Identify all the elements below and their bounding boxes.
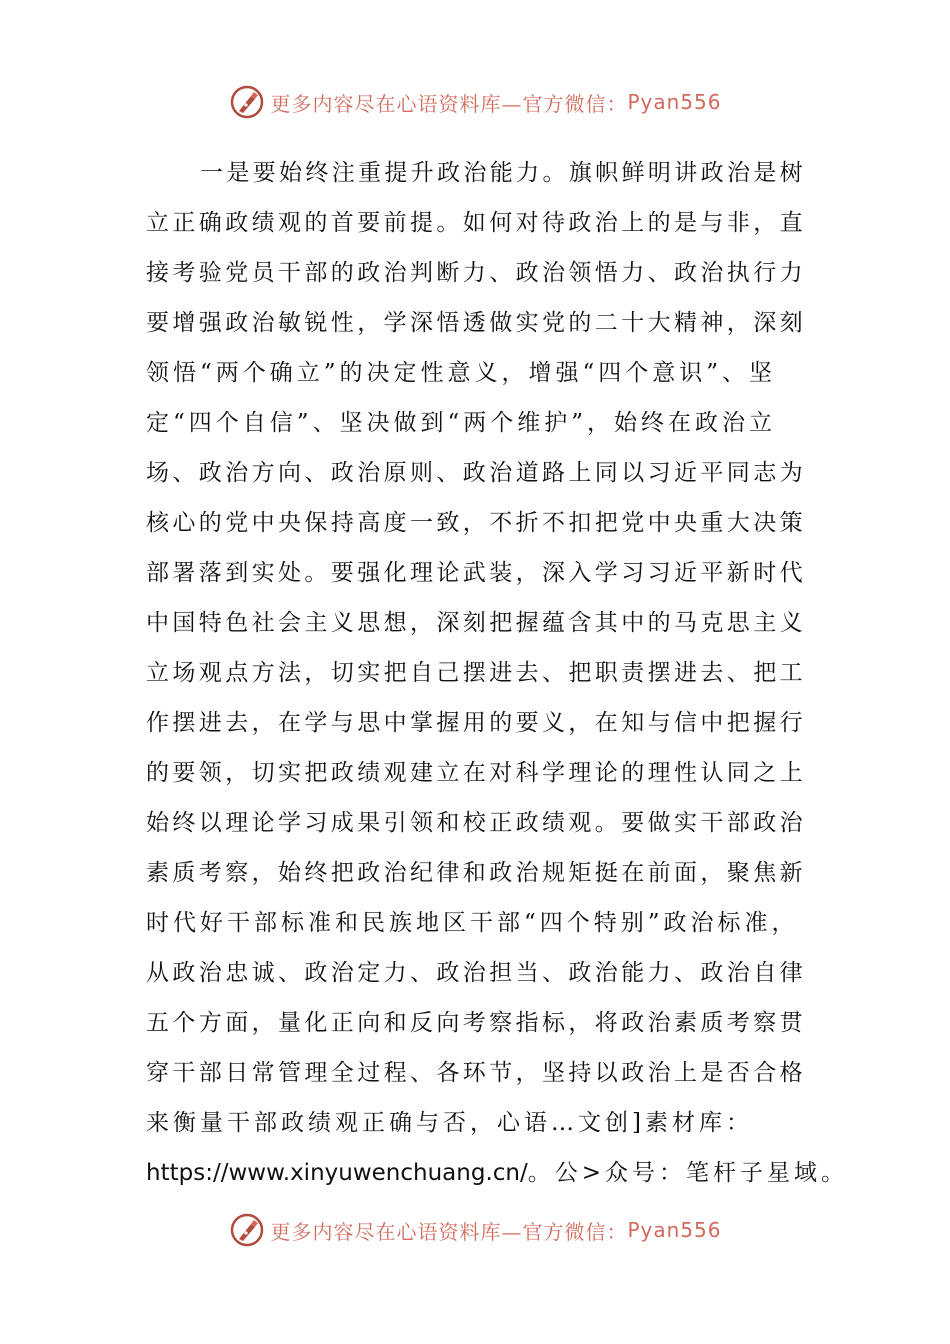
footer-wechat-id: Pyan556	[627, 1218, 722, 1242]
paragraph-line: 的要领，切实把政绩观建立在对科学理论的理性认同之上	[146, 760, 806, 786]
paragraph-line: 场、政治方向、政治原则、政治道路上同以习近平同志为	[146, 460, 806, 486]
paragraph-line: 始终以理论学习成果引领和校正政绩观。要做实干部政治	[146, 810, 806, 836]
header-banner-text: 更多内容尽在心语资料库—官方微信：	[270, 91, 628, 116]
paragraph-line: 时代好干部标准和民族地区干部“四个特别”政治标准，	[146, 910, 799, 936]
paragraph-line: 从政治忠诚、政治定力、政治担当、政治能力、政治自律	[146, 960, 806, 986]
source-url[interactable]: https://www.xinyuwenchuang.cn/	[146, 1160, 528, 1186]
paragraph-line: 领悟“两个确立”的决定性意义，增强“四个意识”、坚	[146, 360, 777, 386]
paragraph-line: 立场观点方法，切实把自己摆进去、把职责摆进去、把工	[146, 660, 806, 686]
paragraph-line: 穿干部日常管理全过程、各环节，坚持以政治上是否合格	[146, 1060, 806, 1086]
paragraph-line: 来衡量干部政绩观正确与否，心语…文创]素材库：	[146, 1110, 753, 1136]
paragraph-line: 作摆进去，在学与思中掌握用的要义，在知与信中把握行	[146, 710, 806, 736]
paragraph-line: 立正确政绩观的首要前提。如何对待政治上的是与非，直	[146, 210, 806, 236]
paragraph-line: 定“四个自信”、坚决做到“两个维护”，始终在政治立	[146, 410, 777, 436]
paragraph-line: 一是要始终注重提升政治能力。旗帜鲜明讲政治是树	[200, 160, 806, 186]
last-line-suffix: 。公>众号：笔杆子星域。	[527, 1160, 849, 1186]
header-banner	[0, 82, 950, 122]
header-wechat-id: Pyan556	[627, 90, 722, 114]
paragraph-last-line	[146, 1148, 849, 1198]
pen-nib-logo-icon	[228, 83, 266, 121]
paragraph-line: 部署落到实处。要强化理论武装，深入学习习近平新时代	[146, 560, 806, 586]
footer-banner	[0, 1210, 950, 1250]
article-paragraph	[146, 148, 849, 1198]
pen-nib-logo-icon	[228, 1211, 266, 1249]
paragraph-line: 核心的党中央保持高度一致，不折不扣把党中央重大决策	[146, 510, 806, 536]
paragraph-line: 素质考察，始终把政治纪律和政治规矩挺在前面，聚焦新	[146, 860, 806, 886]
paragraph-line: 五个方面，量化正向和反向考察指标，将政治素质考察贯	[146, 1010, 806, 1036]
paragraph-line: 要增强政治敏锐性，学深悟透做实党的二十大精神，深刻	[146, 310, 806, 336]
footer-banner-text: 更多内容尽在心语资料库—官方微信：	[270, 1219, 628, 1244]
paragraph-line: 接考验党员干部的政治判断力、政治领悟力、政治执行力	[146, 260, 806, 286]
paragraph-line: 中国特色社会主义思想，深刻把握蕴含其中的马克思主义	[146, 610, 806, 636]
